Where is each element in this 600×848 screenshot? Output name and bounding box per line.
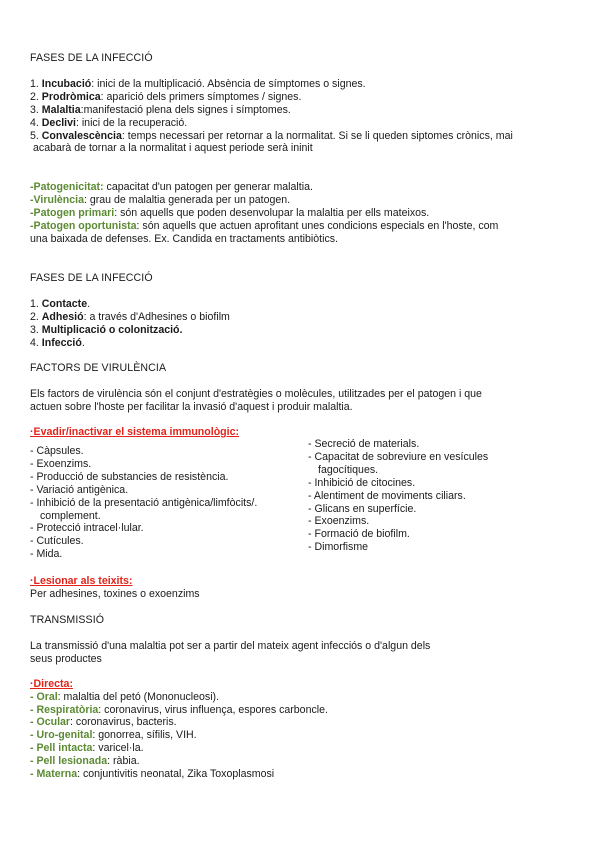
definition-term: -Patogenicitat: <box>30 181 104 194</box>
definition-text: capacitat d'un patogen per generar malaltia. <box>103 181 313 194</box>
list-item: - Inhibició de citocines. <box>308 476 416 489</box>
list-item <box>30 117 575 130</box>
item-number: 1. <box>30 297 42 310</box>
list-item: - Exoenzims. <box>30 457 92 470</box>
list-item: - Mida. <box>30 548 63 561</box>
subsection-title: ·Lesionar als teixits: <box>30 575 133 588</box>
section-fases-2 <box>30 272 575 350</box>
list-item <box>30 716 575 729</box>
route-text: : malaltia del petó (Mononucleosi). <box>57 690 220 703</box>
list-item: - Formació de biofilm. <box>308 528 410 541</box>
definition-term: -Patogen primari <box>30 207 115 220</box>
route-text: : coronavirus, virus influença, espores carboncle. <box>98 703 328 716</box>
list-item <box>30 768 575 781</box>
item-number: 4. <box>30 336 42 349</box>
factor-columns <box>30 438 575 561</box>
route-text: : coronavirus, bacteris. <box>70 716 177 729</box>
item-term: Contacte <box>41 297 88 310</box>
list-item <box>30 104 575 117</box>
list-item: - Capacitat de sobreviure en vesícules <box>308 450 489 463</box>
intro-line: La transmissió d'una malaltia pot ser a partir del mateix agent infecciós o d'algun dels <box>30 639 431 652</box>
route-term: - Ocular <box>30 716 71 729</box>
list-item <box>30 130 575 143</box>
item-term: Declivi <box>41 116 76 129</box>
list-item: - Alentiment de moviments ciliars. <box>308 489 466 502</box>
item-text: :manifestació plena dels signes i símptomes. <box>80 103 291 116</box>
route-term: - Materna <box>30 768 78 781</box>
definition-term: -Virulència <box>30 194 84 207</box>
item-number: 2. <box>30 90 42 103</box>
intro-line: Els factors de virulència són el conjunt d'estratègies o molècules, utilitzades per el patogen i que <box>30 388 482 401</box>
section-title: FASES DE LA INFECCIÓ <box>30 52 153 64</box>
list-item: - Exoenzims. <box>308 515 370 528</box>
section-transmissio <box>30 614 575 781</box>
item-term: Prodròmica <box>41 90 101 103</box>
list-item: - Inhibició de la presentació antigènica/limfòcits/. <box>30 496 258 509</box>
list-item <box>30 337 575 350</box>
item-term: Malaltia <box>41 103 81 116</box>
item-number: 5. <box>30 129 42 142</box>
item-term: Infecció <box>41 336 82 349</box>
item-text: : inici de la multiplicació. Absència de símptomes o signes. <box>91 77 366 90</box>
definition <box>30 207 575 220</box>
list-item <box>30 91 575 104</box>
subsection-title: ·Directa: <box>30 677 73 690</box>
list-item: - Secreció de materials. <box>308 438 420 451</box>
item-number: 4. <box>30 116 42 129</box>
route-text: : conjuntivitis neonatal, Zika Toxoplasmosi <box>77 768 275 781</box>
section-intro <box>30 640 575 666</box>
stage-list <box>30 298 575 350</box>
list-item: - Protecció intracel·lular. <box>30 522 144 535</box>
section-virulencia <box>30 362 575 601</box>
route-term: - Oral <box>30 690 58 703</box>
subsection-title: ·Evadir/inactivar el sistema immunològic: <box>30 426 239 439</box>
route-list <box>30 691 575 781</box>
factor-column-left <box>30 445 308 561</box>
item-term: Adhesió <box>41 310 84 323</box>
section-title: TRANSMISSIÓ <box>30 614 105 626</box>
route-text: : ràbia. <box>107 755 140 768</box>
item-number: 3. <box>30 323 42 336</box>
lesionar-block <box>30 575 575 601</box>
factor-column-right <box>308 438 575 561</box>
item-text: . <box>87 297 91 310</box>
definition <box>30 220 575 233</box>
route-text: : varicel·la. <box>92 742 144 755</box>
route-term: - Pell lesionada <box>30 755 108 768</box>
item-text: : a través d'Adhesines o biofilm <box>83 310 230 323</box>
item-number: 3. <box>30 103 42 116</box>
route-text: : gonorrea, sífilis, VIH. <box>92 729 197 742</box>
definitions <box>30 181 575 246</box>
list-item <box>30 311 575 324</box>
section-title: FACTORS DE VIRULÈNCIA <box>30 362 167 375</box>
subsection-text: Per adhesines, toxines o exoenzims <box>30 588 200 601</box>
list-item <box>30 742 575 755</box>
list-item <box>30 704 575 717</box>
item-term: Convalescència <box>41 129 122 142</box>
list-item <box>30 324 575 337</box>
list-item: - Producció de substancies de resistència. <box>30 470 229 483</box>
list-item: - Glicans en superfície. <box>308 502 417 515</box>
definition <box>30 194 575 207</box>
definition-text: : són aquells que poden desenvolupar la malaltia per ells mateixos. <box>114 207 430 220</box>
item-text: : aparició dels primers símptomes / signes. <box>100 90 302 103</box>
definition-text: : grau de malaltia generada per un patogen. <box>83 194 291 207</box>
document-page <box>30 52 575 781</box>
intro-line: actuen sobre l'hoste per facilitar la invasió d'aquest i produir malaltia. <box>30 401 353 414</box>
route-term: - Pell intacta <box>30 742 93 755</box>
phase-list <box>30 78 575 155</box>
item-term: Incubació <box>41 77 92 90</box>
list-item: - Càpsules. <box>30 445 84 458</box>
list-item-continuation: complement. <box>40 509 101 522</box>
route-term: - Respiratòria <box>30 703 99 716</box>
list-item <box>30 755 575 768</box>
list-item-continuation: fagocítiques. <box>318 463 379 476</box>
list-item <box>30 729 575 742</box>
list-item <box>30 78 575 91</box>
list-item: - Variació antigènica. <box>30 483 129 496</box>
item-text: : temps necessari per retornar a la normalitat. Si se li queden siptomes crònics, mai <box>121 129 513 142</box>
item-text: . <box>81 336 85 349</box>
item-term: Multiplicació o colonització. <box>41 323 183 336</box>
list-item <box>30 298 575 311</box>
list-item <box>30 691 575 704</box>
definition-term: -Patogen oportunista <box>30 220 137 233</box>
definition-continuation: una baixada de defenses. Ex. Candida en tractaments antibiòtics. <box>30 232 338 245</box>
item-number: 1. <box>30 77 42 90</box>
route-term: - Uro-genital <box>30 729 93 742</box>
item-number: 2. <box>30 310 42 323</box>
section-intro <box>30 388 575 414</box>
definition-text: : són aquells que actuen aprofitant unes condicions especials en l'hoste, com <box>136 220 499 233</box>
section-fases-1 <box>30 52 575 155</box>
section-title: FASES DE LA INFECCIÓ <box>30 271 153 284</box>
list-item: - Cutícules. <box>30 535 84 548</box>
list-item: - Dimorfisme <box>308 541 369 554</box>
list-item-continuation: acabarà de tornar a la normalitat i aquest periode serà ininit <box>33 142 313 155</box>
intro-line: seus productes <box>30 652 102 665</box>
definition <box>30 181 575 194</box>
item-text: : inici de la recuperació. <box>75 116 188 129</box>
